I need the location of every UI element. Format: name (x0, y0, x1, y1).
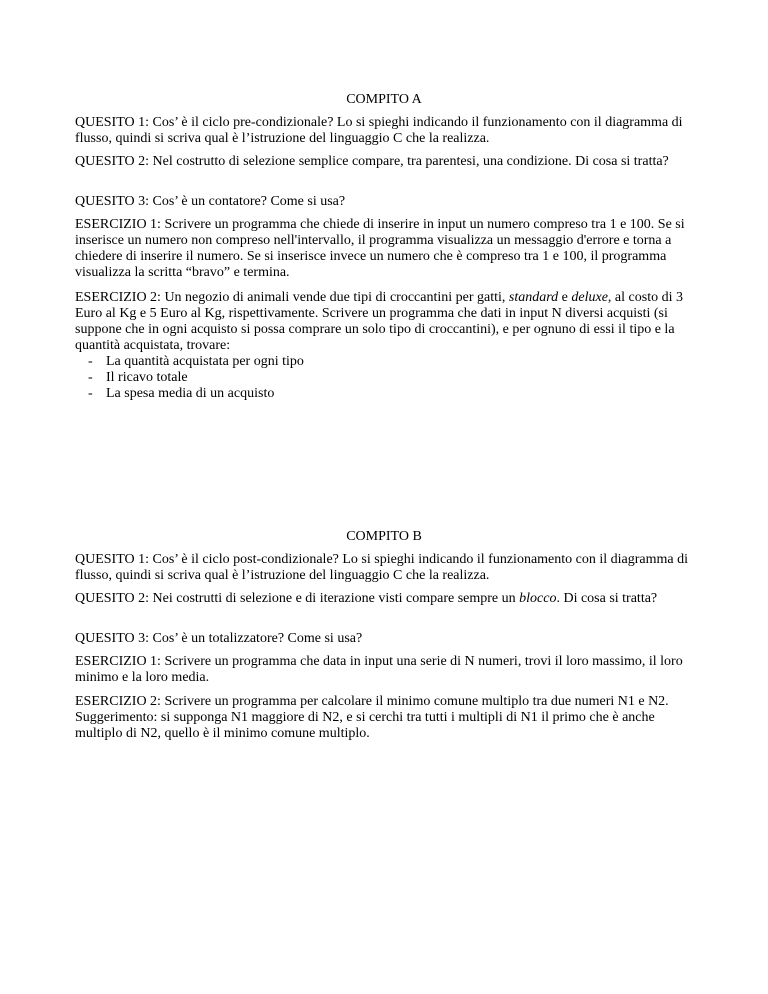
list-item: - Il ricavo totale (88, 370, 188, 385)
compito-a-esercizio-2 (75, 290, 700, 354)
compito-b-quesito-3: QUESITO 3: Cos’ è un totalizzatore? Come si usa? (75, 631, 363, 646)
e2-standard: standard (508, 290, 559, 305)
e2-text-1: ESERCIZIO 2: Un negozio di animali vende due tipi di croccantini per gatti, (75, 290, 509, 305)
list-item-text: La quantità acquistata per ogni tipo (106, 354, 304, 369)
compito-b-title: COMPITO B (346, 529, 422, 544)
list-item: - La quantità acquistata per ogni tipo (88, 354, 304, 369)
compito-a-esercizio-2-list (88, 354, 688, 402)
e2-text-2: e (558, 290, 572, 305)
compito-b-esercizio-1: ESERCIZIO 1: Scrivere un programma che data in input una serie di N numeri, trovi il loro massimo, il loro minimo e la loro media. (75, 654, 683, 685)
list-item-text: Il ricavo totale (106, 370, 188, 385)
q2-blocco: blocco (519, 591, 557, 606)
compito-b-quesito-2 (75, 591, 700, 607)
e2-text-3: , al costo di 3 Euro al Kg e 5 Euro al Kg, rispettivamente. Scrivere un programma che dati in input N diversi acquisti (si suppone che in ogni acquisto si possa comprare un solo tipo di croccantini), e per ognuno di essi il tipo e la quantità acquistata, trovare: (75, 290, 683, 353)
compito-b-quesito-1: QUESITO 1: Cos’ è il ciclo post-condizionale? Lo si spieghi indicando il funzionamento con il diagramma di flusso, quindi si scriva qual è l’istruzione del linguaggio C che la realizza. (75, 552, 689, 583)
list-item: - La spesa media di un acquisto (88, 386, 275, 401)
e2-deluxe: deluxe (571, 290, 608, 305)
compito-a-quesito-1: QUESITO 1: Cos’ è il ciclo pre-condizionale? Lo si spieghi indicando il funzionamento con il diagramma di flusso, quindi si scriva qual è l’istruzione del linguaggio C che la realizza. (75, 115, 683, 146)
compito-b-esercizio-2: ESERCIZIO 2: Scrivere un programma per calcolare il minimo comune multiplo tra due numeri N1 e N2. Suggerimento: si supponga N1 maggiore di N2, e si cerchi tra tutti i multipli di N1 il primo che è anche multiplo di N2, quello è il minimo comune multiplo. (75, 694, 669, 741)
q2-text-2: . Di cosa si tratta? (556, 591, 658, 606)
compito-a-esercizio-1: ESERCIZIO 1: Scrivere un programma che chiede di inserire in input un numero compreso tra 1 e 100. Se si inserisce un numero non compreso nell'intervallo, il programma visualizza un messaggio d'errore e torna a chiedere di inserire il numero. Se si inserisce invece un numero che è compreso tra 1 e 100, il programma visualizza la scritta “bravo” e termina. (75, 217, 685, 280)
list-item-text: La spesa media di un acquisto (106, 386, 275, 401)
compito-a-quesito-3: QUESITO 3: Cos’ è un contatore? Come si usa? (75, 194, 346, 209)
compito-a-quesito-2: QUESITO 2: Nel costrutto di selezione semplice compare, tra parentesi, una condizione. Di cosa si tratta? (75, 154, 669, 169)
q2-text-1: QUESITO 2: Nei costrutti di selezione e di iterazione visti compare sempre un (75, 591, 520, 606)
compito-a-title: COMPITO A (346, 92, 422, 107)
